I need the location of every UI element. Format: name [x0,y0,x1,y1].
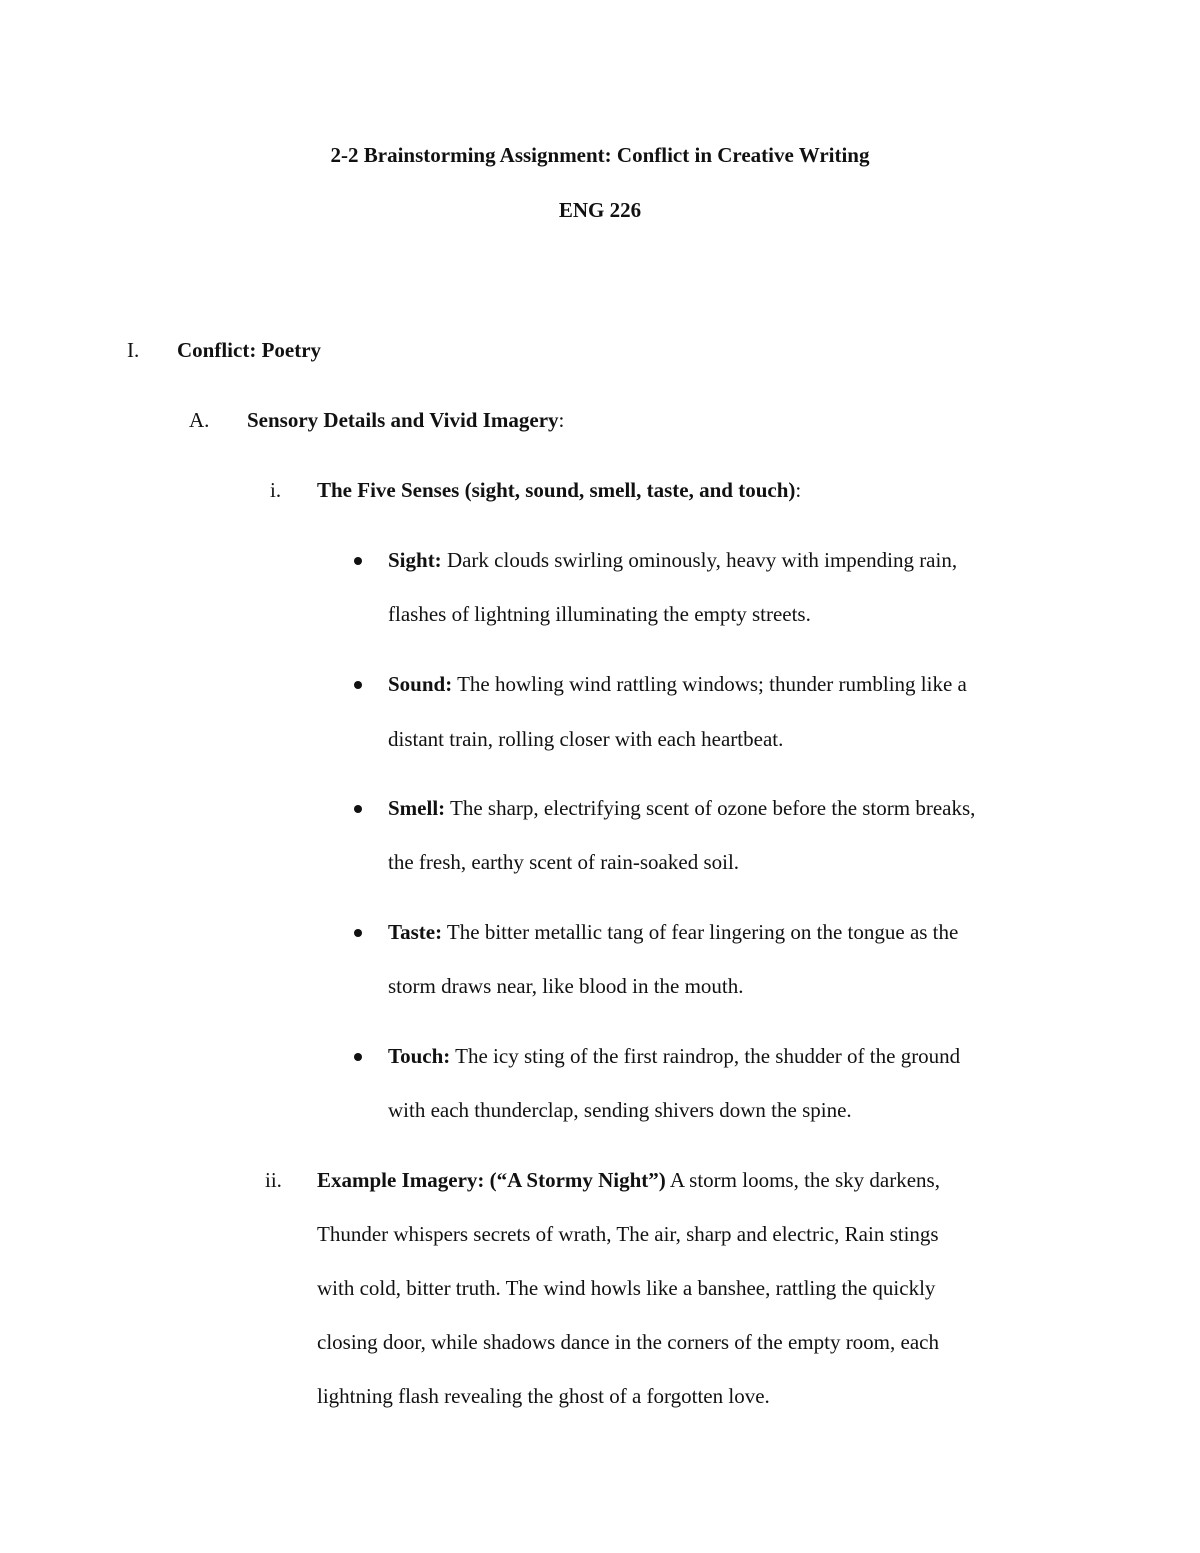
example-imagery-line2: Thunder whispers secrets of wrath, The air, sharp and electric, Rain stings [317,1222,939,1246]
sense-taste-label: Taste: [388,920,443,944]
bullet-icon [354,929,362,937]
sense-sight-line1 [388,548,957,573]
subsection-heading-text: Sensory Details and Vivid Imagery [247,408,559,432]
sense-sight-label: Sight: [388,548,442,572]
sense-smell-line1 [388,796,975,821]
section-heading: Conflict: Poetry [177,338,322,362]
subsection-heading-colon: : [558,408,565,432]
sense-touch-text: The icy sting of the first raindrop, the shudder of the ground [450,1044,961,1068]
example-imagery-text: A storm looms, the sky darkens, [665,1168,940,1192]
item-numeral-i: i. [270,478,282,502]
sense-taste-text: The bitter metallic tang of fear lingering on the tongue as the [442,920,959,944]
item-i-heading-text: The Five Senses (sight, sound, smell, taste, and touch) [317,478,796,502]
bullet-icon [354,681,362,689]
course-code: ENG 226 [558,198,642,222]
bullet-icon [354,557,362,565]
example-imagery-line5: lightning flash revealing the ghost of a forgotten love. [317,1384,770,1408]
bullet-icon [354,1053,362,1061]
sense-sight-line2: flashes of lightning illuminating the empty streets. [388,602,811,626]
sense-smell-line2: the fresh, earthy scent of rain-soaked soil. [388,850,740,874]
example-imagery-label: Example Imagery: [317,1168,485,1192]
poem-title: (“A Stormy Night”) [489,1168,666,1192]
sense-sound-line1 [388,672,967,697]
subsection-letter: A. [189,408,210,432]
sense-sound-line2: distant train, rolling closer with each heartbeat. [388,727,784,751]
section-numeral: I. [127,338,140,362]
sense-smell-label: Smell: [388,796,446,820]
sense-taste-line2: storm draws near, like blood in the mouth. [388,974,744,998]
example-imagery-line4: closing door, while shadows dance in the corners of the empty room, each [317,1330,939,1354]
sense-sound-label: Sound: [388,672,453,696]
sense-smell-text: The sharp, electrifying scent of ozone before the storm breaks, [445,796,976,820]
item-i-heading-colon: : [795,478,802,502]
sense-sight-text: Dark clouds swirling ominously, heavy with impending rain, [441,548,958,572]
bullet-icon [354,805,362,813]
example-imagery-line1 [317,1168,940,1193]
sense-taste-line1 [388,920,958,945]
sense-sound-text: The howling wind rattling windows; thunder rumbling like a [452,672,967,696]
subsection-heading [247,408,564,433]
item-numeral-ii: ii. [265,1168,282,1192]
sense-touch-line1 [388,1044,960,1069]
sense-touch-label: Touch: [388,1044,451,1068]
item-i-heading [317,478,801,503]
sense-touch-line2: with each thunderclap, sending shivers down the spine. [388,1098,852,1122]
example-imagery-line3: with cold, bitter truth. The wind howls like a banshee, rattling the quickly [317,1276,936,1300]
document-title: 2-2 Brainstorming Assignment: Conflict in Creative Writing [330,143,870,167]
